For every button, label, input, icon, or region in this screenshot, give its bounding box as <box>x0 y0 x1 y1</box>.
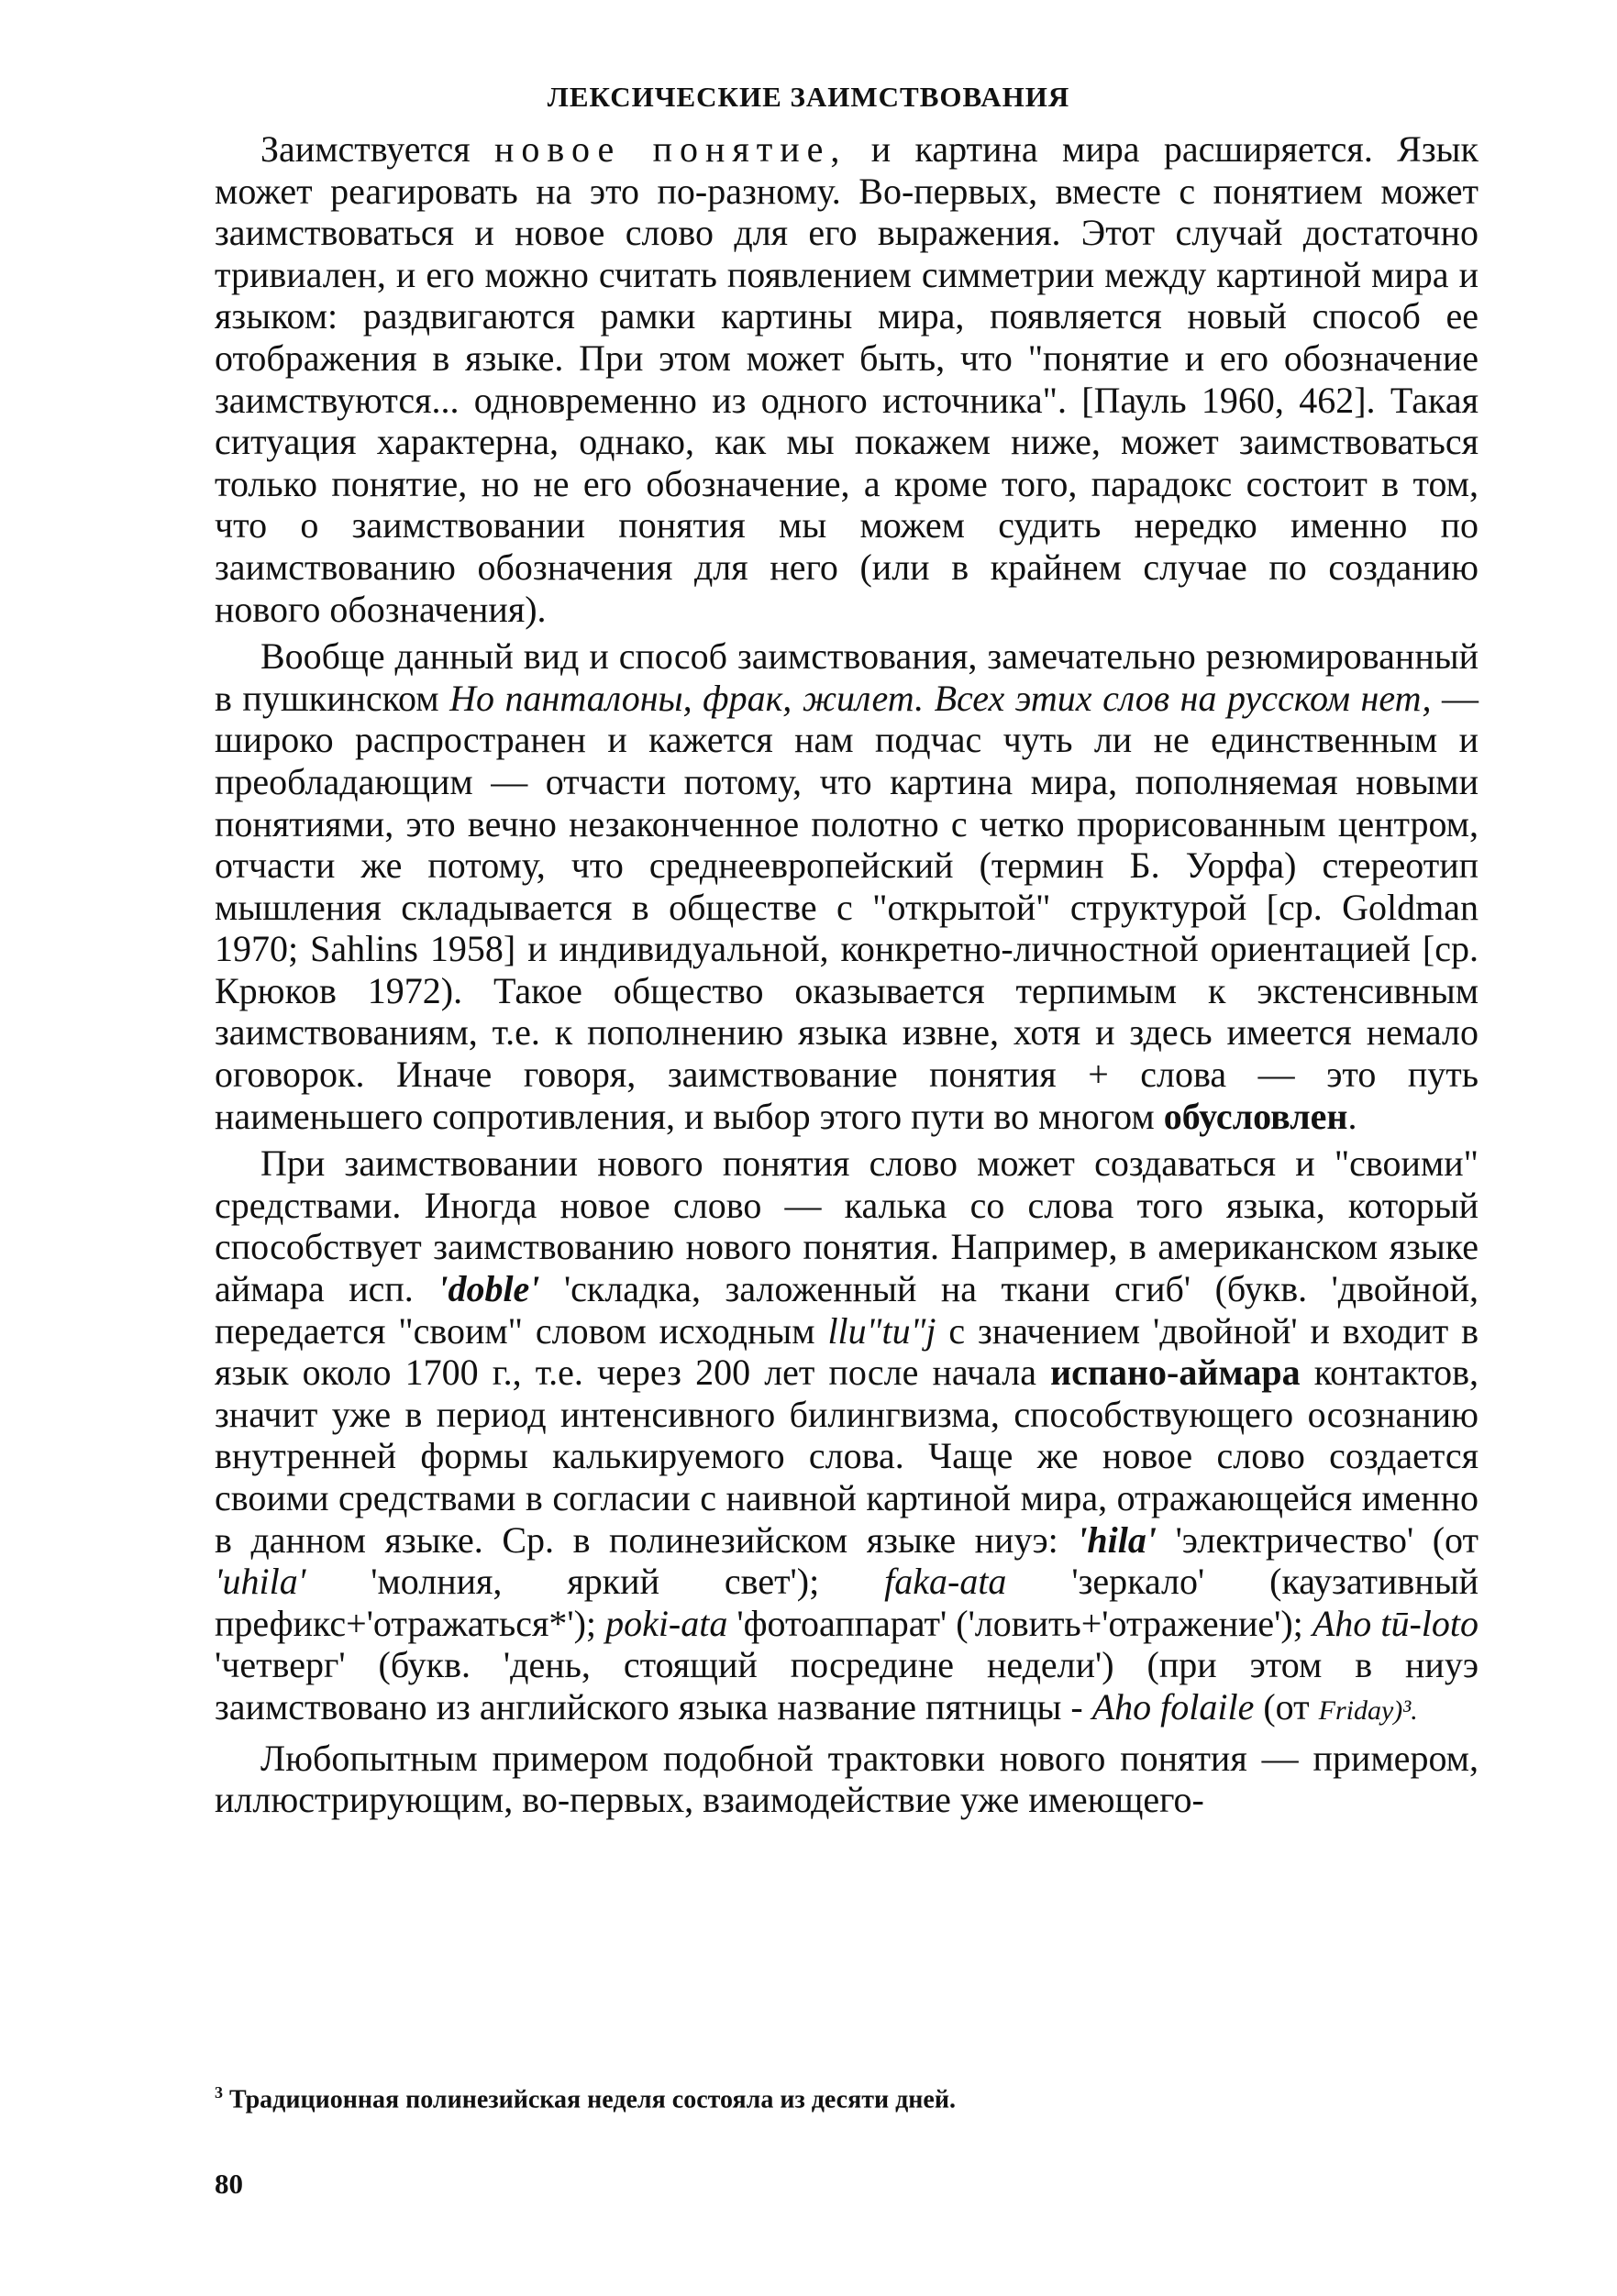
p2-text-e: . <box>1347 1095 1357 1137</box>
p2-bold-word: обусловлен <box>1163 1095 1348 1137</box>
p3-text-q: 'четверг' (букв. 'день, стоящий посредине недели') (при этом в ниуэ заимствовано из английского языка название пятницы - <box>215 1644 1479 1728</box>
p3-text-o: 'фотоаппарат' ('ловить+'отражение'); <box>727 1602 1312 1644</box>
p3-term-hila: 'hila' <box>1077 1518 1157 1561</box>
p1-spaced-phrase: новое понятие, <box>493 128 847 170</box>
p4-text-a: Любопытным примером подобной трактовки нового понятия — примером, иллюстрирующим, во-первых, взаимодействие уже имеющего- <box>215 1737 1479 1821</box>
p3-term-aho-tuloto: Aho tū-loto <box>1312 1602 1479 1644</box>
p2-text-a: Вообще данный вид и способ заимствования, замечательно резюмированный в пушкинском <box>215 635 1479 719</box>
paragraph-4 <box>215 1738 1479 1821</box>
paragraph-1 <box>215 128 1479 630</box>
footnote-text: Традиционная полинезийская неделя состояла из десяти дней. <box>223 2085 956 2114</box>
p3-text-e: с значением 'двойной' и входит в язык около 1700 г., т.е. через 200 лет после начала <box>215 1309 1479 1394</box>
page-body <box>215 128 1479 1827</box>
footnote-mark: 3 <box>215 2083 223 2102</box>
p3-term-aho-folaile: Aho folaile <box>1091 1685 1255 1728</box>
p3-term-uhila: 'uhila' <box>215 1561 306 1603</box>
footnote <box>215 2083 1479 2114</box>
p3-term-doble: 'doble' <box>437 1268 540 1310</box>
p3-term-llutuj: llu"tu"j <box>827 1309 936 1352</box>
p3-text-s: (от <box>1254 1685 1319 1728</box>
p3-term-poki-ata: poki-ata <box>605 1602 728 1644</box>
paragraph-3 <box>215 1142 1479 1731</box>
paragraph-2 <box>215 635 1479 1137</box>
p3-text-c: 'складка, заложенный на ткани сгиб' (букв. 'двойной, передается "своим" словом исходным <box>215 1268 1479 1352</box>
page-number: 80 <box>215 2168 243 2200</box>
p2-text-c: — широко распространен и кажется нам подчас чуть ли не единственным и преобладающим — отчасти потому, что картина мира, пополняемая новыми понятиями, это вечно незаконченное полотно с четко прорисованным центром, отчасти же потому, что среднеевропейский (термин Б. Уорфа) стереотип мышления складывается в обществе с "открытой" структурой [ср. Goldman 1970; Sahlins 1958] и индивидуальной, конкретно-личностной ориентацией [ср. Крюков 1972). Такое общество оказывается терпимым к экстенсивным заимствованиям, т.е. к пополнению языка извне, хотя и здесь имеется немало оговорок. Иначе говоря, заимствование понятия + слова — это путь наименьшего сопротивления, и выбор этого пути во многом <box>215 677 1479 1137</box>
p3-text-i: 'электричество' (от <box>1157 1518 1479 1561</box>
p1-text-c: и картина мира расширяется. Язык может реагировать на это по-разному. Во-первых, вместе с понятием может заимствоваться и новое слово для его выражения. Этот случай достаточно тривиален, и его можно считать появлением симметрии между картиной мира и языком: раздвигаются рамки картины мира, появляется новый способ ее отображения в языке. При этом может быть, что "понятие и его обозначение заимствуются... одновременно из одного источника". [Пауль 1960, 462]. Такая ситуация характерна, однако, как мы покажем ниже, может заимствоваться только понятие, но не его обозначение, а кроме того, парадокс состоит в том, что о заимствовании понятия мы можем судить нередко именно по заимствованию обозначения для него (или в крайнем случае по созданию нового обозначения). <box>215 128 1479 630</box>
p3-text-k: 'молния, яркий свет'); <box>305 1561 885 1603</box>
p3-term-ispano-aymara: испано-аймара <box>1050 1352 1301 1394</box>
p3-text-g: контактов, значит уже в период интенсивного билингвизма, способствующего осознанию внутренней формы калькируемого слова. Чаще же новое слово создается своими средствами в согласии с наивной картиной мира, отражающейся именно в данном языке. Ср. в полинезийском языке ниуэ: <box>215 1352 1479 1561</box>
p1-text-a: Заимствуется <box>260 128 494 170</box>
p3-term-faka-ata: faka-ata <box>884 1561 1007 1603</box>
p3-text-m: 'зеркало' (каузативный префикс+'отражаться*'); <box>215 1561 1479 1644</box>
p3-text-a: При заимствовании нового понятия слово может создаваться и "своими" средствами. Иногда новое слово — калька со слова того языка, который способствует заимствованию нового понятия. Например, в американском языке аймара исп. <box>215 1142 1479 1310</box>
p2-pushkin-quote: Но панталоны, фрак, жилет. Всех этих слов на русском нет, <box>449 677 1432 719</box>
p3-term-friday: Friday)³. <box>1318 1694 1418 1726</box>
running-header: ЛЕКСИЧЕСКИЕ ЗАИМСТВОВАНИЯ <box>547 81 1070 113</box>
